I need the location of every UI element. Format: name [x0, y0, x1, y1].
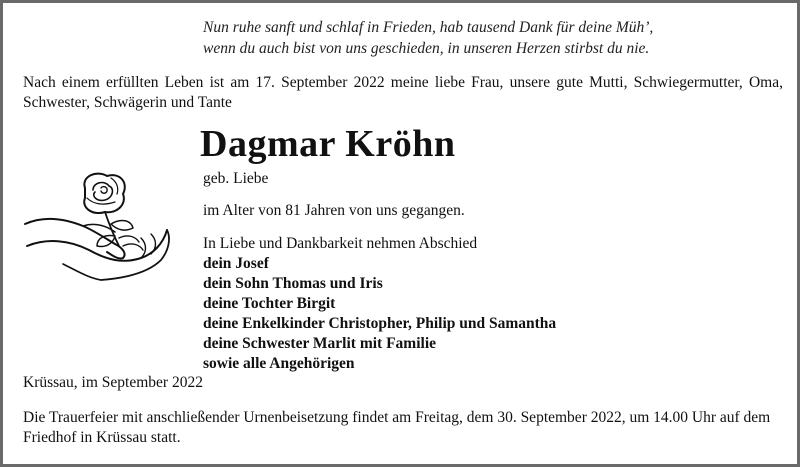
mourner: dein Josef	[203, 255, 269, 272]
poem	[203, 17, 783, 59]
deceased-name: Dagmar Kröhn	[200, 123, 456, 165]
mourner: deine Enkelkinder Christopher, Philip und Samantha	[203, 315, 557, 332]
poem-line: wenn du auch bist von uns geschieden, in unseren Herzen stirbst du nie.	[203, 40, 650, 57]
poem-line: Nun ruhe sanft und schlaf in Frieden, hab tausend Dank für deine Müh’,	[203, 19, 654, 36]
mourner: deine Schwester Marlit mit Familie	[203, 335, 437, 352]
maiden-name: geb. Liebe	[203, 170, 269, 187]
age-statement: im Alter von 81 Jahren von uns gegangen.	[203, 202, 465, 219]
farewell-lead: In Liebe und Dankbarkeit nehmen Abschied	[203, 235, 478, 252]
intro-text: Nach einem erfüllten Leben ist am 17. September 2022 meine liebe Frau, unsere gute Mutti, Schwiegermutter, Oma, Schwester, Schwägerin und Tante	[23, 74, 783, 111]
mourner: deine Tochter Birgit	[203, 295, 336, 312]
obituary-card	[3, 3, 797, 464]
mourner: dein Sohn Thomas und Iris	[203, 275, 383, 292]
funeral-notice: Die Trauerfeier mit anschließender Urnenbeisetzung findet am Freitag, dem 30. September 2022, um 14.00 Uhr auf dem Friedhof in Krüssau statt.	[23, 409, 771, 446]
place-date: Krüssau, im September 2022	[23, 374, 203, 391]
rose-in-hands-icon	[23, 168, 173, 288]
farewell-block	[203, 234, 556, 374]
mourner: sowie alle Angehörigen	[203, 355, 355, 372]
